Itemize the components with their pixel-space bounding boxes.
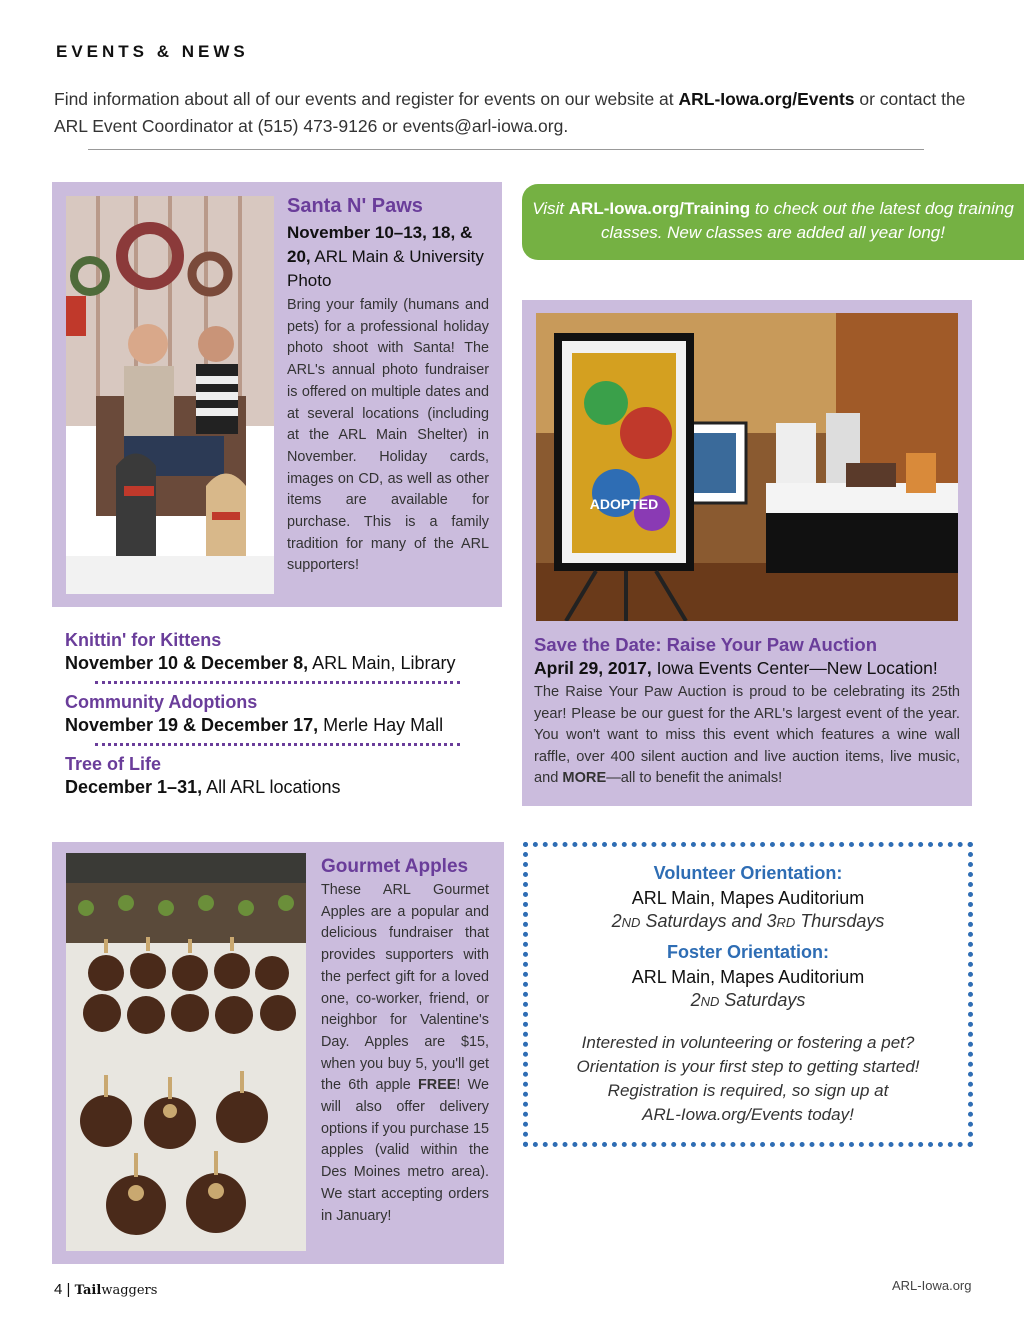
auction-panel	[522, 300, 972, 806]
santa-paws-panel	[52, 182, 502, 607]
training-link[interactable]: ARL-Iowa.org/Training	[568, 199, 751, 218]
footer-site[interactable]: ARL-Iowa.org	[892, 1278, 972, 1293]
foster-schedule: 2ND Saturdays	[690, 990, 806, 1010]
dotted-divider	[95, 743, 460, 746]
event-date: November 19 & December 17, Merle Hay Mall	[65, 715, 444, 735]
page-number: 4	[54, 1281, 63, 1298]
orientation-box	[523, 842, 973, 1147]
santa-title: Santa N' Paws	[287, 195, 423, 217]
events-link[interactable]: ARL-Iowa.org/Events	[678, 89, 855, 109]
auction-art-sign: ADOPTED	[589, 496, 659, 512]
training-banner: Visit ARL-Iowa.org/Training to check out the latest dog training classes. New classes are added all year long!	[522, 184, 1024, 260]
volunteer-location: ARL Main, Mapes Auditorium	[631, 888, 865, 908]
dotted-divider	[95, 681, 460, 684]
apples-text	[321, 856, 489, 1227]
auction-text	[534, 634, 960, 790]
apples-title: Gourmet Apples	[321, 856, 469, 877]
santa-dates: November 10–13, 18, & 20, ARL Main & University Photo	[287, 223, 484, 290]
event-date: December 1–31, All ARL locations	[65, 777, 341, 797]
volunteer-orientation-title: Volunteer Orientation:	[653, 863, 843, 883]
event-title: Community Adoptions	[65, 692, 258, 712]
footer-left: 4 | Tailwaggers	[54, 1281, 158, 1298]
event-list	[65, 630, 485, 798]
santa-body: Bring your family (humans and pets) for a professional holiday photo shoot with Santa! The ARL's annual photo fundraiser is offered on multiple dates and at several locations (including at the ARL Main Shelter) in November. Holiday cards, images on CD, as well as other items are available for purchase. This is a family tradition for many of the ARL supporters!	[287, 297, 489, 574]
santa-text	[287, 195, 489, 577]
auction-photo	[536, 313, 958, 621]
orientation-cta: Interested in volunteering or fostering a pet? Orientation is your first step to getting started! Registration is required, so sign up at ARL-Iowa.org/Events today!	[528, 1031, 968, 1127]
event-item	[65, 630, 485, 674]
foster-orientation-title: Foster Orientation:	[666, 942, 829, 962]
orientation-link[interactable]: ARL-Iowa.org/Events today!	[642, 1105, 854, 1124]
volunteer-schedule: 2ND Saturdays and 3RD Thursdays	[611, 911, 885, 931]
magazine-name: Tailwaggers	[74, 1283, 158, 1298]
auction-body: The Raise Your Paw Auction is proud to be celebrating its 25th year! Please be our guest for the ARL's largest event of the year. You won't want to miss this event which features a wine wall raffle, over 400 silent auction and live auction items, live music, and MORE—all to benefit the animals!	[534, 684, 960, 787]
apples-panel	[52, 842, 504, 1264]
section-title: EVENTS & NEWS	[56, 42, 249, 61]
event-date: November 10 & December 8, ARL Main, Library	[65, 653, 456, 673]
event-item	[65, 692, 485, 736]
foster-location: ARL Main, Mapes Auditorium	[631, 967, 865, 987]
event-item	[65, 754, 485, 798]
apples-body: These ARL Gourmet Apples are a popular and delicious fundraiser that provides supporters with the perfect gift for a loved one, co-worker, friend, or neighbor for Valentine's Day. Apples are $15, when you buy 5, you'll get the 6th apple FREE! We will also offer delivery options if you purchase 15 apples (valid within the Des Moines metro area). We start accepting orders in January!	[321, 882, 490, 1224]
divider	[88, 149, 924, 150]
event-title: Tree of Life	[65, 754, 162, 774]
santa-photo	[66, 196, 274, 594]
auction-title: Save the Date: Raise Your Paw Auction	[534, 634, 878, 655]
apples-photo	[66, 853, 306, 1251]
intro-text: Find information about all of our events and register for events on our website at ARL-Iowa.org/Events or contact the ARL Event Coordinator at (515) 473-9126 or events@arl-iowa.org.	[54, 89, 966, 136]
auction-date: April 29, 2017, Iowa Events Center—New Location!	[534, 658, 938, 678]
event-title: Knittin' for Kittens	[65, 630, 222, 650]
